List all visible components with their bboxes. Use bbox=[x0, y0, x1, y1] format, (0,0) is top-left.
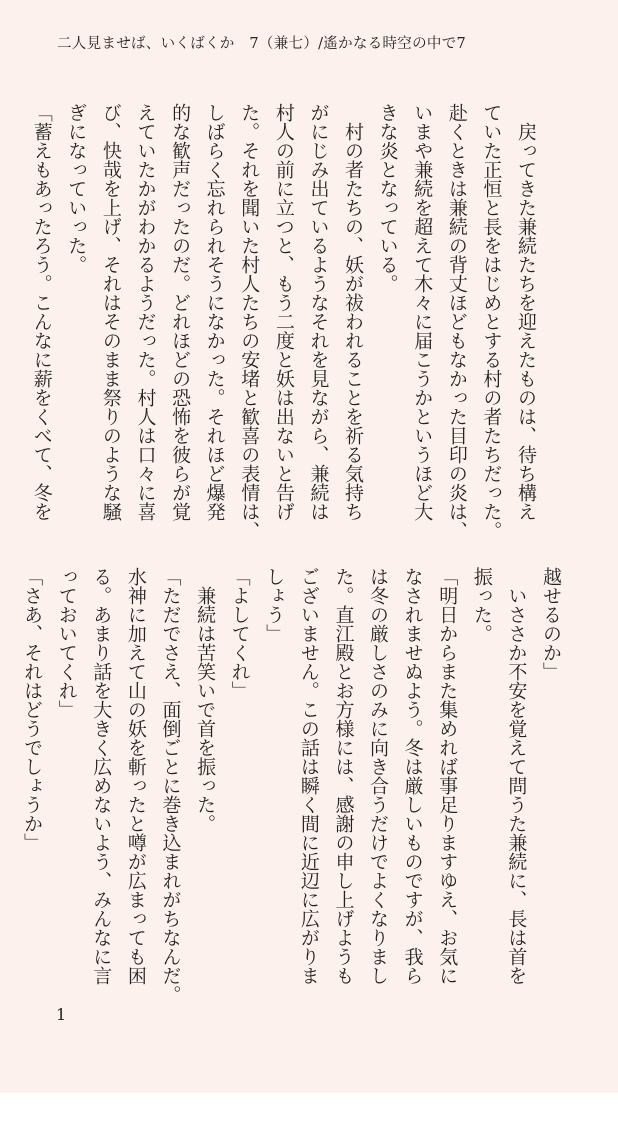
text-column: ぎになっていった。 bbox=[65, 103, 88, 274]
text-column: しょう」 bbox=[263, 567, 286, 643]
text-column: 振った。 bbox=[470, 567, 493, 643]
text-column: がにじみ出ているようなそれを見ながら、兼続は bbox=[307, 103, 330, 521]
text-column: 越せるのか」 bbox=[540, 567, 562, 681]
text-column: び、快哉を上げ、それはそのまま祭りのような騒 bbox=[99, 103, 122, 521]
text-column: ございません。この話は瞬く間に近辺に広がりま bbox=[297, 567, 320, 985]
text-block-upper bbox=[24, 103, 543, 540]
text-column: 的な歓声だったのだ。どれほどの恐怖を彼らが覚 bbox=[169, 103, 192, 521]
text-column: 水神に加えて山の妖を斬ったと噂が広まっても困 bbox=[124, 567, 147, 985]
text-column: 兼続は苦笑いで首を振った。 bbox=[194, 567, 217, 833]
text-column: ていた正恒と長をはじめとする村の者たちだった。 bbox=[480, 103, 503, 540]
text-block-lower bbox=[15, 567, 569, 1004]
text-column: 「よしてくれ」 bbox=[228, 567, 251, 700]
text-column: 「ただでさえ、面倒ごとに巻き込まれがちなんだ。 bbox=[159, 567, 182, 1004]
text-column: る。あまり話を大きく広めないよう、みんなに言 bbox=[90, 567, 113, 985]
text-column: 村の者たちの、妖が祓われることを祈る気持ち bbox=[342, 103, 365, 521]
text-column: た。それを聞いた村人たちの安堵と歓喜の表情は、 bbox=[238, 103, 261, 540]
text-column: しばらく忘れられそうになかった。それほど爆発 bbox=[203, 103, 226, 521]
text-column: きな炎となっている。 bbox=[376, 103, 399, 293]
running-header: 二人見ませば、いくばくか 7（兼七）/遙かなる時空の中で7 bbox=[57, 36, 467, 52]
text-column: は冬の厳しさのみに向き合うだけでよくなりまし bbox=[367, 567, 390, 985]
text-column: 戻ってきた兼続たちを迎えたものは、待ち構え bbox=[515, 103, 537, 521]
text-column: なされませぬよう。冬は厳しいものですが、我ら bbox=[401, 567, 424, 985]
text-column: 「蓄えもあったろう。こんなに薪をくべて、冬を bbox=[30, 103, 53, 521]
text-column: いまや兼続を超えて木々に届こうかというほど大 bbox=[411, 103, 434, 521]
text-column: 「明日からまた集めれば事足りますゆえ、お気に bbox=[436, 567, 459, 985]
text-column: た。直江殿とお方様には、感謝の申し上げようも bbox=[332, 567, 355, 985]
page-number: 1 bbox=[56, 1005, 67, 1024]
text-column: 村人の前に立つと、もう二度と妖は出ないと告げ bbox=[272, 103, 295, 521]
text-column: 「さあ、それはどうでしょうか」 bbox=[21, 567, 44, 852]
text-column: 赴くときは兼続の背丈ほどもなかった目印の炎は、 bbox=[445, 103, 468, 540]
text-column: えていたかがわかるようだった。村人は口々に喜 bbox=[134, 103, 157, 521]
text-column: いささか不安を覚えて問うた兼続に、長は首を bbox=[505, 567, 528, 985]
text-column: っておいてくれ」 bbox=[55, 567, 78, 719]
